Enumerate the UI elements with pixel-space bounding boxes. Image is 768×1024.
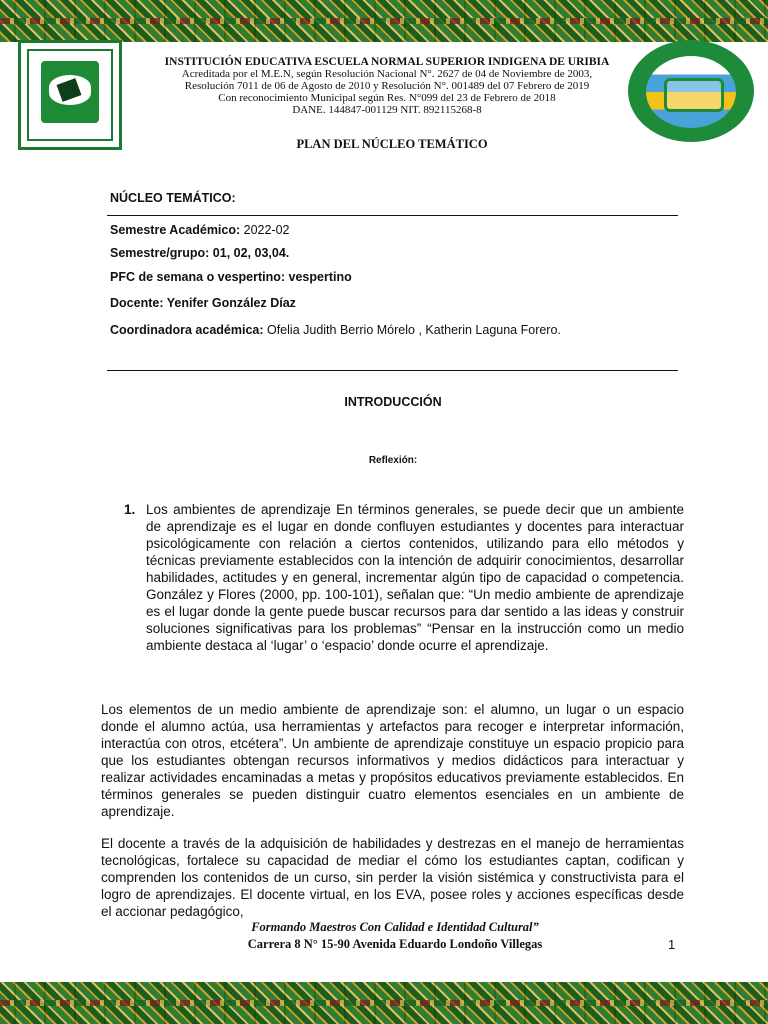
institution-name: INSTITUCIÓN EDUCATIVA ESCUELA NORMAL SUPERIOR INDIGENA DE URIBIA xyxy=(164,56,610,68)
divider xyxy=(107,370,678,371)
page-number: 1 xyxy=(668,937,676,952)
plan-title: PLAN DEL NÚCLEO TEMÁTICO xyxy=(296,137,488,151)
semestre-grupo: Semestre/grupo: 01, 02, 03,04. xyxy=(110,246,290,260)
decorative-border-top xyxy=(0,0,768,42)
body-paragraph: El docente a través de la adquisición de habilidades y destrezas en el manejo de herramientas tecnológicas, fortalece su capacidad de mediar el cómo los estudiantes captan, codifican y comprenden los contenidos de un curso, sin perder la visión sistémica y constructivista para el logro de aprendizajes. El docente virtual, en los EVA, posee roles y acciones específicas desde el accionar pedagógico, xyxy=(101,836,684,919)
resolution-line: Resolución 7011 de 06 de Agosto de 2010 y Resolución N°. 001489 del 07 Febrero de 2019 xyxy=(184,80,590,92)
coordinadora-academica: Coordinadora académica: Ofelia Judith Berrio Mórelo , Katherin Laguna Forero. xyxy=(110,323,561,337)
pfc-emblem xyxy=(646,56,736,128)
docente: Docente: Yenifer González Díaz xyxy=(110,296,296,310)
footer-motto: Formando Maestros Con Calidad e Identidad Cultural” xyxy=(251,920,539,934)
divider xyxy=(107,215,678,216)
logo-emblem xyxy=(41,61,99,123)
document-header xyxy=(140,56,634,116)
pfc-jornada: PFC de semana o vespertino: vespertino xyxy=(110,270,352,284)
footer-address: Carrera 8 N° 15-90 Avenida Eduardo Londoño Villegas xyxy=(247,937,543,951)
list-item-number: 1. xyxy=(124,502,136,517)
nucleo-tematico-label: NÚCLEO TEMÁTICO: xyxy=(110,191,236,205)
reflexion-heading: Reflexión: xyxy=(368,455,418,466)
accreditation-line: Acreditada por el M.E.N, según Resolución Nacional N°. 2627 de 04 de Noviembre de 2003, xyxy=(181,68,593,80)
list-item-text: Los ambientes de aprendizaje En términos generales, se puede decir que un ambiente de aprendizaje es el lugar en donde confluyen estudiantes y docentes para interactuar psicológicamente con relación a ciertos contenidos, utilizando para ello métodos y técnicas previamente establecidos con la intención de adquirir conocimientos, desarrollar habilidades, actitudes y en general, incrementar algún tipo de capacidad o competencia. González y Flores (2000, pp. 100-101), señalan que: “Un medio ambiente de aprendizaje es el lugar donde la gente puede buscar recursos para dar sentido a las ideas y construir soluciones significativas para los problemas” “Pensar en la instrucción como un medio ambiente destaca al ‘lugar’ o ‘espacio’ donde ocurre el aprendizaje. xyxy=(146,502,684,653)
school-logo xyxy=(18,40,122,150)
pfc-logo xyxy=(628,40,754,142)
decorative-border-bottom xyxy=(0,982,768,1024)
dane-nit-line: DANE. 144847-001129 NIT. 892115268-8 xyxy=(292,104,482,116)
body-paragraph: Los elementos de un medio ambiente de aprendizaje son: el alumno, un lugar o un espacio donde el alumno actúa, usa herramientas y artefactos para recoger e interpretar información, interactúa con otros, etcétera”. Un ambiente de aprendizaje constituye un espacio propicio para que los estudiantes obtengan recursos informativos y medios didácticos para interactuar y realizar actividades encaminadas a metas y propósitos educativos previamente establecidos. En términos generales se pueden distinguir cuatro elementos esenciales en un ambiente de aprendizaje. xyxy=(101,702,684,819)
semestre-academico: Semestre Académico: 2022-02 xyxy=(110,223,290,237)
recognition-line: Con reconocimiento Municipal según Res. N°099 del 23 de Febrero de 2018 xyxy=(218,92,556,104)
introduccion-heading: INTRODUCCIÓN xyxy=(344,395,442,409)
